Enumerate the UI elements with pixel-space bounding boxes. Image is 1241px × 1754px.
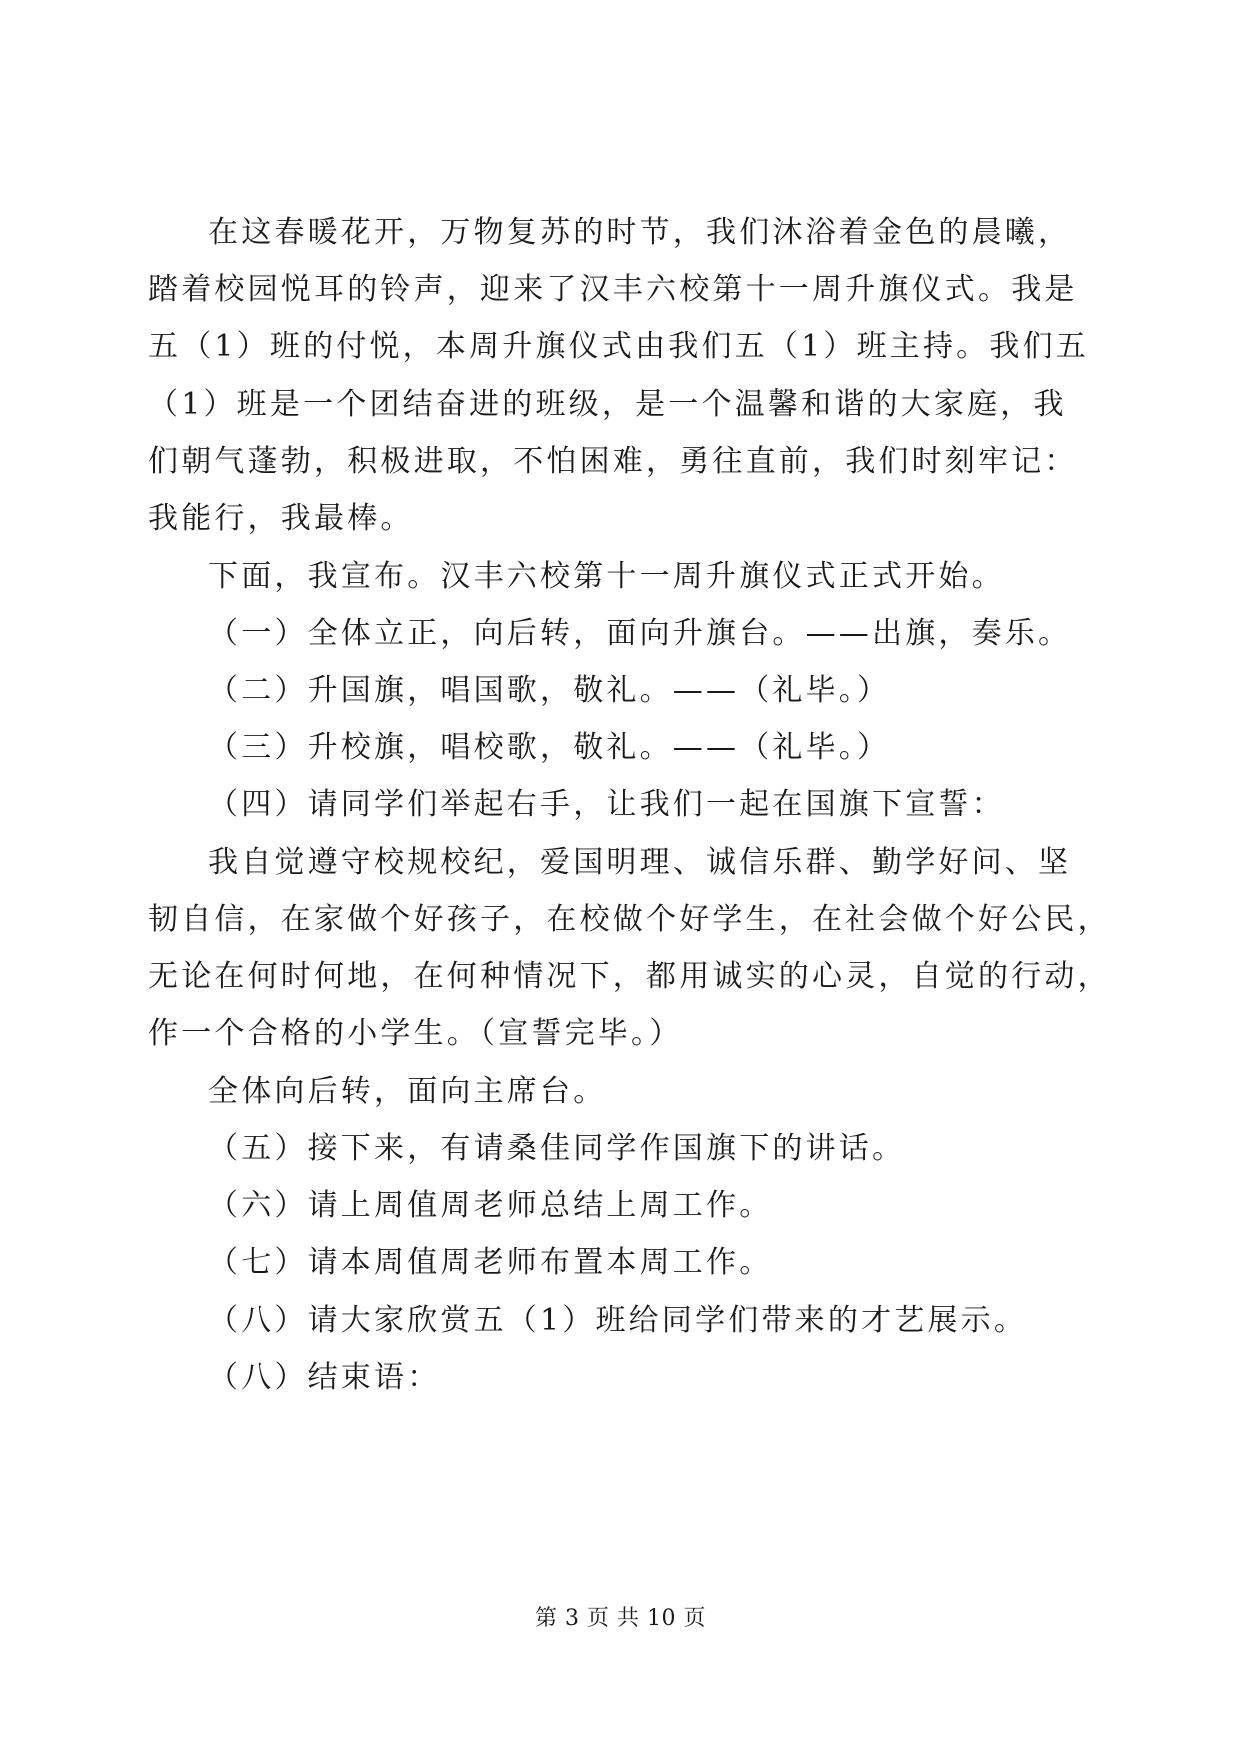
paragraph-line: 在这春暖花开，万物复苏的时节，我们沐浴着金色的晨曦， bbox=[208, 215, 1072, 250]
paragraph-line: 下面，我宣布。汉丰六校第十一周升旗仪式正式开始。 bbox=[208, 559, 1005, 594]
list-item: （二）升国旗，唱国歌，敬礼。——（礼毕。） bbox=[208, 673, 891, 708]
list-item: （六）请上周值周老师总结上周工作。 bbox=[208, 1188, 773, 1223]
paragraph-line: 我自觉遵守校规校纪，爱国明理、诚信乐群、勤学好问、坚 bbox=[208, 845, 1072, 880]
list-item: （四）请同学们举起右手，让我们一起在国旗下宣誓： bbox=[208, 787, 1005, 822]
paragraph-line: 韧自信，在家做个好孩子，在校做个好学生，在社会做个好公民， bbox=[148, 902, 1111, 937]
list-item: （一）全体立正，向后转，面向升旗台。——出旗，奏乐。 bbox=[208, 616, 1072, 651]
paragraph-line: 踏着校园悦耳的铃声，迎来了汉丰六校第十一周升旗仪式。我是 bbox=[148, 272, 1078, 307]
list-item: （八）结束语： bbox=[208, 1360, 441, 1395]
list-item: （七）请本周值周老师布置本周工作。 bbox=[208, 1245, 773, 1280]
page-number-footer: 第 3 页 共 10 页 bbox=[535, 1606, 706, 1631]
paragraph-line: 作一个合格的小学生。（宣誓完毕。） bbox=[148, 1016, 683, 1051]
paragraph-line: 我能行，我最棒。 bbox=[148, 501, 414, 536]
paragraph-line: 五（1）班的付悦，本周升旗仪式由我们五（1）班主持。我们五 bbox=[148, 329, 1089, 364]
paragraph-line: （1）班是一个团结奋进的班级，是一个温馨和谐的大家庭，我 bbox=[148, 387, 1067, 422]
paragraph-line: 们朝气蓬勃，积极进取，不怕困难，勇往直前，我们时刻牢记： bbox=[148, 444, 1078, 479]
list-item: （五）接下来，有请桑佳同学作国旗下的讲话。 bbox=[208, 1131, 906, 1166]
paragraph-line: 全体向后转，面向主席台。 bbox=[208, 1074, 607, 1109]
list-item: （八）请大家欣赏五（1）班给同学们带来的才艺展示。 bbox=[208, 1303, 1028, 1338]
list-item: （三）升校旗，唱校歌，敬礼。——（礼毕。） bbox=[208, 730, 891, 765]
paragraph-line: 无论在何时何地，在何种情况下，都用诚实的心灵，自觉的行动， bbox=[148, 959, 1111, 994]
